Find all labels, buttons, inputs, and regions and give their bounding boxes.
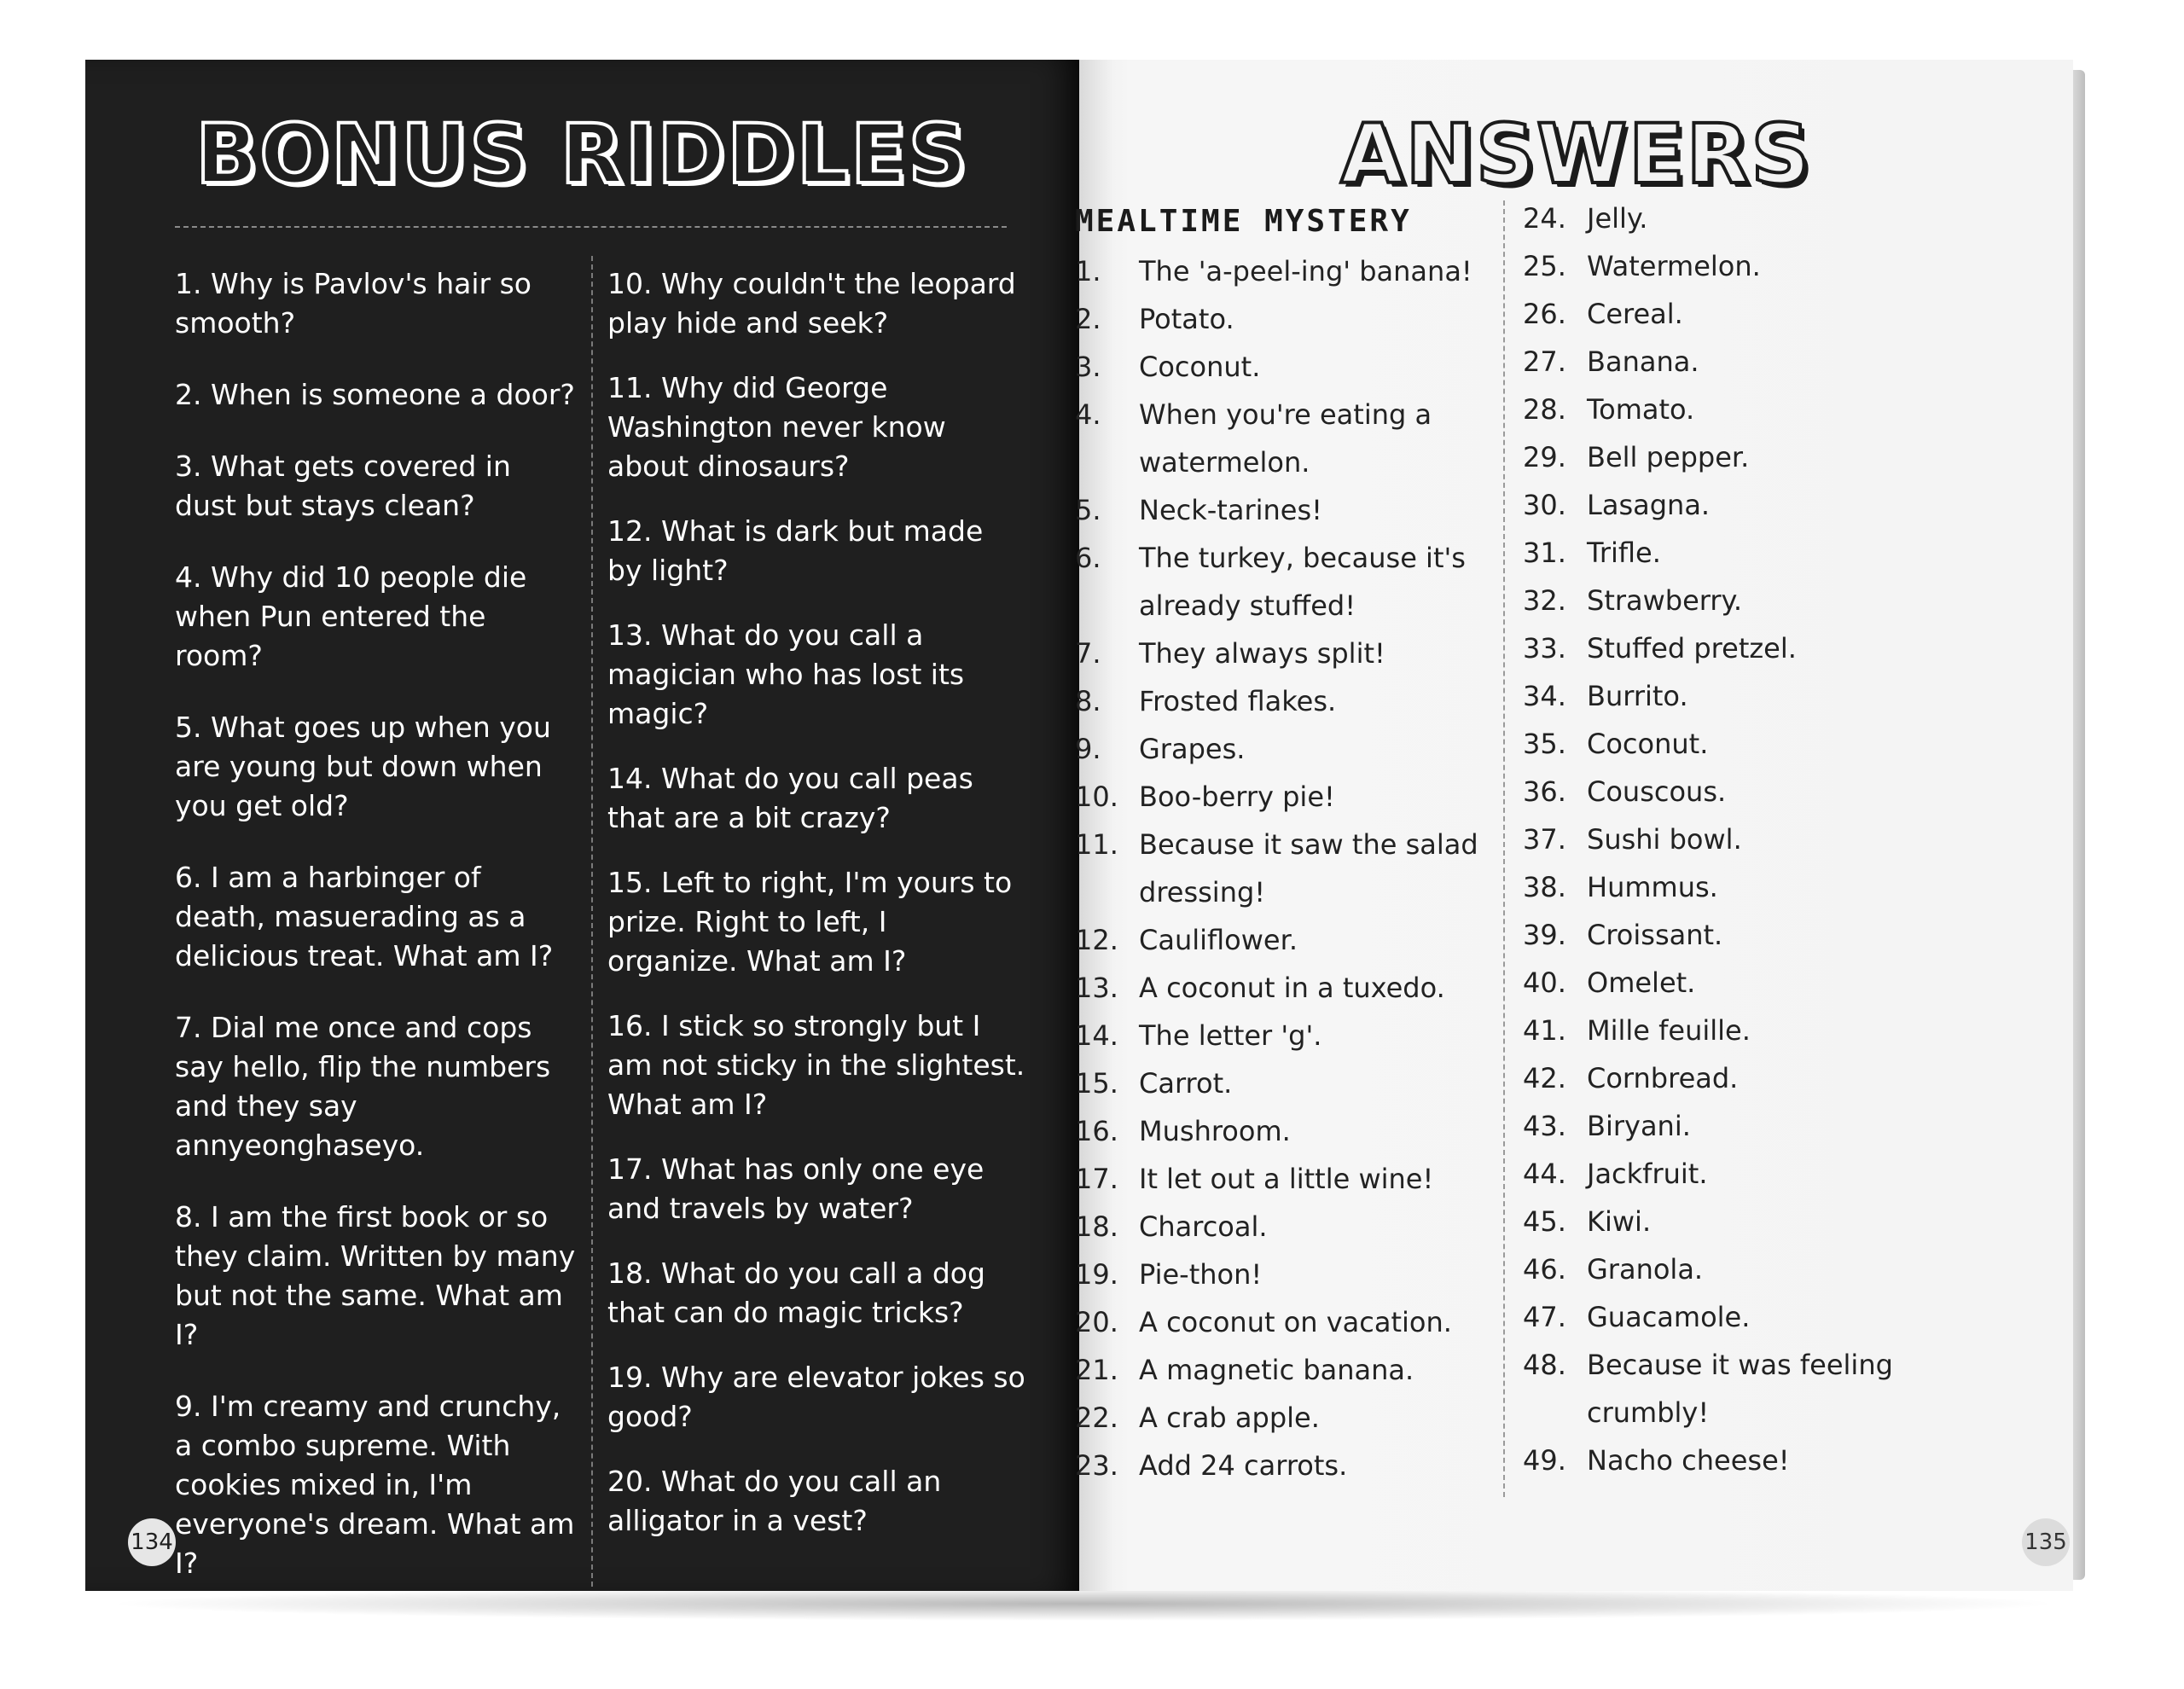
answer-text: Because it was feeling crumbly! — [1587, 1349, 1893, 1429]
answer-text: A coconut in a tuxedo. — [1139, 972, 1445, 1004]
answer-text: Mille feuille. — [1587, 1014, 1751, 1047]
answer-number: 48. — [1523, 1349, 1566, 1381]
answer-number: 12. — [1075, 924, 1118, 956]
answer-text: Tomato. — [1587, 393, 1695, 426]
section-title: MEALTIME MYSTERY — [1075, 204, 1412, 239]
answer-number: 46. — [1523, 1253, 1566, 1286]
riddle-item: 20. What do you call an alligator in a vest? — [607, 1465, 942, 1537]
answer-text: Burrito. — [1587, 680, 1688, 712]
answer-item — [1523, 433, 1924, 481]
answer-number: 22. — [1075, 1402, 1118, 1434]
riddle-item: 12. What is dark but made by light? — [607, 514, 984, 587]
answer-number: 45. — [1523, 1205, 1566, 1238]
answers-column-divider — [1503, 200, 1505, 1497]
answer-number: 47. — [1523, 1301, 1566, 1333]
answer-text: Mushroom. — [1139, 1115, 1291, 1147]
answer-text: Boo-berry pie! — [1139, 781, 1335, 813]
answer-text: Sushi bowl. — [1587, 823, 1742, 856]
answer-text: Lasagna. — [1587, 489, 1711, 521]
answer-number: 32. — [1523, 584, 1566, 617]
riddle-item: 2. When is someone a door? — [175, 378, 575, 411]
answer-number: 35. — [1523, 728, 1566, 760]
answer-item — [1523, 720, 1924, 768]
answer-text: Neck-tarines! — [1139, 494, 1322, 526]
answer-number: 41. — [1523, 1014, 1566, 1047]
answer-text: A magnetic banana. — [1139, 1354, 1414, 1386]
answer-item — [1523, 1102, 1924, 1150]
answer-item — [1075, 1346, 1484, 1394]
answer-text: Stuffed pretzel. — [1587, 632, 1797, 665]
answer-item — [1523, 863, 1924, 911]
answer-text: Pie-thon! — [1139, 1258, 1263, 1291]
answer-number: 37. — [1523, 823, 1566, 856]
page-number-left: 134 — [128, 1518, 176, 1566]
answer-number: 49. — [1523, 1444, 1566, 1477]
riddle-column-1 — [175, 264, 576, 1616]
answer-number: 27. — [1523, 345, 1566, 378]
riddle-item: 16. I stick so strongly but I am not sticky in the slightest. What am I? — [607, 1009, 1025, 1121]
answer-text: Charcoal. — [1139, 1210, 1268, 1243]
answer-number: 29. — [1523, 441, 1566, 473]
answer-text: Omelet. — [1587, 966, 1696, 999]
answer-number: 33. — [1523, 632, 1566, 665]
answer-text: The turkey, because it's already stuffed! — [1139, 542, 1466, 622]
answer-item — [1523, 481, 1924, 529]
answer-text: Cornbread. — [1587, 1062, 1739, 1094]
riddle-item: 6. I am a harbinger of death, masuerading as a delicious treat. What am I? — [175, 861, 554, 972]
answer-item — [1075, 1203, 1484, 1251]
answer-item — [1523, 1054, 1924, 1102]
answer-number: 8. — [1075, 685, 1101, 717]
answer-item — [1523, 1007, 1924, 1054]
answer-number: 1. — [1075, 255, 1101, 287]
riddle-item: 15. Left to right, I'm yours to prize. Right to left, I organize. What am I? — [607, 866, 1013, 978]
answer-item — [1523, 959, 1924, 1007]
answer-number: 36. — [1523, 775, 1566, 808]
answer-number: 30. — [1523, 489, 1566, 521]
answer-item — [1523, 1293, 1924, 1341]
answer-item — [1523, 577, 1924, 624]
answer-item — [1075, 1298, 1484, 1346]
answer-text: Guacamole. — [1587, 1301, 1751, 1333]
answer-text: It let out a little wine! — [1139, 1163, 1434, 1195]
answer-item — [1075, 391, 1484, 486]
answer-text: Bell pepper. — [1587, 441, 1750, 473]
bonus-riddles-heading: BONUS RIDDLES — [195, 107, 969, 202]
answer-text: Coconut. — [1139, 351, 1261, 383]
answer-number: 4. — [1075, 398, 1101, 431]
answer-number: 28. — [1523, 393, 1566, 426]
answer-number: 34. — [1523, 680, 1566, 712]
answer-item — [1075, 916, 1484, 964]
answer-text: The 'a-peel-ing' banana! — [1139, 255, 1472, 287]
answer-number: 9. — [1075, 733, 1101, 765]
answer-item — [1075, 773, 1484, 821]
answer-item — [1523, 1437, 1924, 1484]
answer-number: 5. — [1075, 494, 1101, 526]
riddle-item: 8. I am the first book or so they claim. Written by many but not the same. What am I? — [175, 1200, 576, 1351]
answer-item — [1523, 529, 1924, 577]
answer-item — [1075, 725, 1484, 773]
answer-number: 3. — [1075, 351, 1101, 383]
answer-item — [1523, 1150, 1924, 1198]
answer-number: 16. — [1075, 1115, 1118, 1147]
answer-text: When you're eating a watermelon. — [1139, 398, 1432, 479]
left-page — [85, 60, 1079, 1591]
answer-item — [1523, 1245, 1924, 1293]
answer-number: 11. — [1075, 828, 1118, 861]
answer-text: Because it saw the salad dressing! — [1139, 828, 1478, 908]
answer-item — [1075, 534, 1484, 630]
answer-number: 13. — [1075, 972, 1118, 1004]
answer-item — [1075, 1442, 1484, 1489]
riddle-item: 19. Why are elevator jokes so good? — [607, 1361, 1025, 1433]
answer-number: 24. — [1523, 202, 1566, 235]
answer-item — [1523, 1198, 1924, 1245]
answer-text: Jackfruit. — [1587, 1158, 1708, 1190]
riddle-item: 4. Why did 10 people die when Pun entered the room? — [175, 560, 527, 672]
heading-divider — [175, 226, 1007, 228]
answer-number: 40. — [1523, 966, 1566, 999]
answer-item — [1523, 911, 1924, 959]
riddle-column-2 — [607, 264, 1025, 1566]
answer-text: Croissant. — [1587, 919, 1723, 951]
answer-text: They always split! — [1139, 637, 1385, 670]
riddle-item: 13. What do you call a magician who has lost its magic? — [607, 618, 965, 730]
answers-list-2 — [1523, 194, 1924, 1484]
answer-number: 19. — [1075, 1258, 1118, 1291]
answer-text: Granola. — [1587, 1253, 1704, 1286]
answer-text: Cauliflower. — [1139, 924, 1298, 956]
answer-text: Add 24 carrots. — [1139, 1449, 1348, 1482]
answer-number: 20. — [1075, 1306, 1118, 1338]
riddle-item: 5. What goes up when you are young but down when you get old? — [175, 711, 551, 822]
answer-number: 10. — [1075, 781, 1118, 813]
answers-column-2 — [1523, 194, 1924, 1484]
answer-text: Carrot. — [1139, 1067, 1233, 1100]
answer-item — [1075, 1059, 1484, 1107]
answer-text: Coconut. — [1587, 728, 1709, 760]
answer-item — [1523, 290, 1924, 338]
answer-text: Banana. — [1587, 345, 1699, 378]
answers-list-1 — [1075, 247, 1484, 1489]
answer-item — [1523, 242, 1924, 290]
answer-item — [1523, 194, 1924, 242]
answer-number: 42. — [1523, 1062, 1566, 1094]
riddle-item: 1. Why is Pavlov's hair so smooth? — [175, 267, 531, 340]
answer-text: Jelly. — [1587, 202, 1648, 235]
answer-text: Kiwi. — [1587, 1205, 1652, 1238]
answer-text: Couscous. — [1587, 775, 1727, 808]
answer-item — [1523, 624, 1924, 672]
answer-number: 14. — [1075, 1019, 1118, 1052]
column-divider — [591, 256, 593, 1587]
answer-item — [1075, 486, 1484, 534]
answer-number: 2. — [1075, 303, 1101, 335]
answer-number: 23. — [1075, 1449, 1118, 1482]
answer-number: 17. — [1075, 1163, 1118, 1195]
answer-text: Trifle. — [1587, 537, 1661, 569]
answer-item — [1075, 1251, 1484, 1298]
answer-item — [1075, 295, 1484, 343]
answer-item — [1075, 964, 1484, 1012]
answer-item — [1075, 1012, 1484, 1059]
answer-number: 38. — [1523, 871, 1566, 903]
answer-text: A crab apple. — [1139, 1402, 1320, 1434]
answer-item — [1075, 1107, 1484, 1155]
answer-number: 31. — [1523, 537, 1566, 569]
answer-number: 15. — [1075, 1067, 1118, 1100]
answer-item — [1523, 768, 1924, 815]
answer-number: 18. — [1075, 1210, 1118, 1243]
page-number-right: 135 — [2022, 1518, 2070, 1566]
answer-number: 39. — [1523, 919, 1566, 951]
answer-item — [1523, 1341, 1924, 1437]
answer-text: A coconut on vacation. — [1139, 1306, 1452, 1338]
answer-number: 6. — [1075, 542, 1101, 574]
answer-item — [1075, 1155, 1484, 1203]
answers-column-1 — [1075, 196, 1484, 1489]
answer-text: Grapes. — [1139, 733, 1246, 765]
answer-text: Potato. — [1139, 303, 1234, 335]
riddle-item: 18. What do you call a dog that can do magic tricks? — [607, 1257, 985, 1329]
riddle-item: 11. Why did George Washington never know about dinosaurs? — [607, 371, 946, 483]
answer-item — [1075, 343, 1484, 391]
answer-number: 7. — [1075, 637, 1101, 670]
answer-text: The letter 'g'. — [1139, 1019, 1322, 1052]
answer-text: Nacho cheese! — [1587, 1444, 1790, 1477]
answer-item — [1075, 247, 1484, 295]
riddle-item: 7. Dial me once and cops say hello, flip the numbers and they say annyeonghaseyo. — [175, 1011, 551, 1162]
answer-item — [1075, 677, 1484, 725]
answer-text: Cereal. — [1587, 298, 1683, 330]
answer-item — [1523, 386, 1924, 433]
answers-heading: ANSWERS — [1340, 107, 1812, 202]
answer-number: 43. — [1523, 1110, 1566, 1142]
answer-item — [1075, 821, 1484, 916]
answer-item — [1523, 815, 1924, 863]
answer-text: Hummus. — [1587, 871, 1718, 903]
answer-text: Strawberry. — [1587, 584, 1743, 617]
answer-number: 26. — [1523, 298, 1566, 330]
riddle-item: 10. Why couldn't the leopard play hide and seek? — [607, 267, 1016, 340]
answer-item — [1075, 1394, 1484, 1442]
answer-item — [1075, 630, 1484, 677]
riddle-item: 9. I'm creamy and crunchy, a combo supreme. With cookies mixed in, I'm everyone's dream. What am I? — [175, 1390, 575, 1580]
riddle-item: 14. What do you call peas that are a bit crazy? — [607, 762, 973, 834]
riddle-item: 3. What gets covered in dust but stays clean? — [175, 450, 511, 522]
answer-number: 44. — [1523, 1158, 1566, 1190]
answer-item — [1523, 672, 1924, 720]
answer-text: Frosted flakes. — [1139, 685, 1337, 717]
answer-number: 21. — [1075, 1354, 1118, 1386]
answer-text: Biryani. — [1587, 1110, 1691, 1142]
answer-text: Watermelon. — [1587, 250, 1761, 282]
page-edge — [2073, 70, 2085, 1580]
riddle-item: 17. What has only one eye and travels by water? — [607, 1152, 985, 1225]
answer-number: 25. — [1523, 250, 1566, 282]
answer-item — [1523, 338, 1924, 386]
